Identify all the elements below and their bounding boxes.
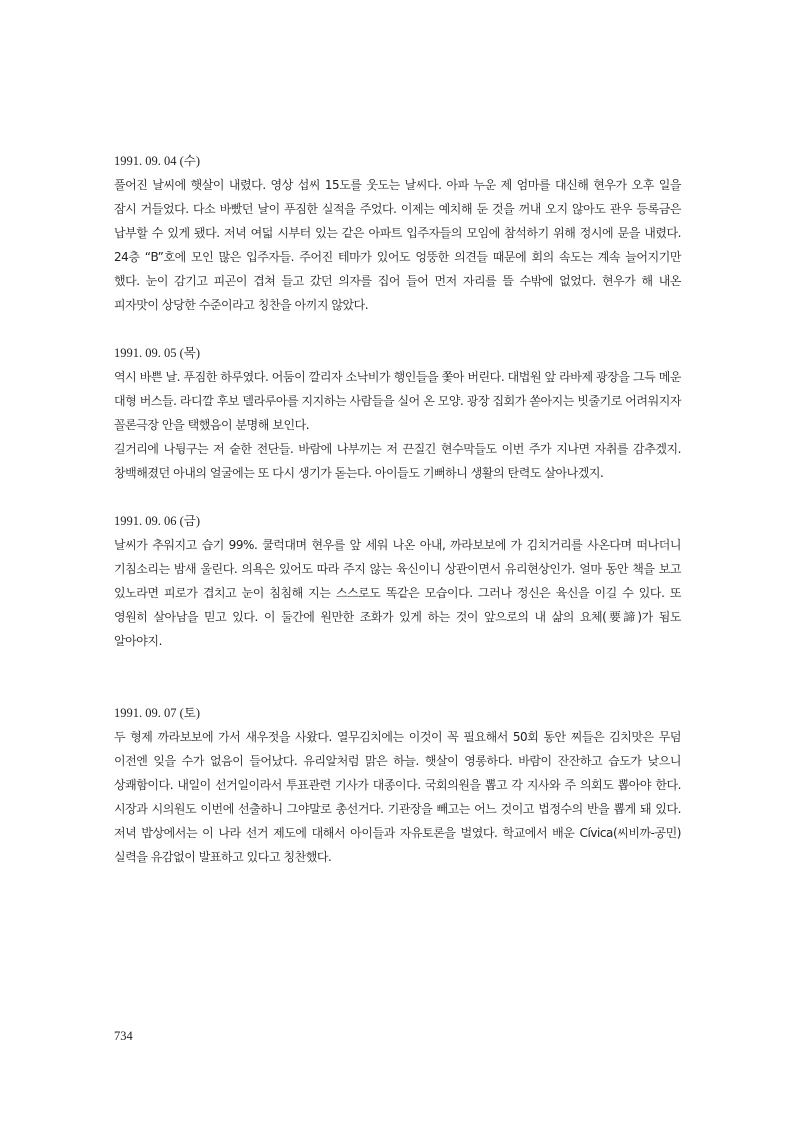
entry-date: 1991. 09. 06 (금) xyxy=(114,514,201,528)
page-number: 734 xyxy=(114,1029,133,1043)
entry-spacer xyxy=(114,653,681,701)
entry-paragraph: 풀어진 날씨에 햇살이 내렸다. 영상 섭씨 15도를 웃도는 날씨다. 아파 누운 제 엄마를 대신해 현우가 오후 일을 잠시 거들었다. 다소 바빴던 날이 푸짐한 실적을 주었다. 이제는 예치해 둔 것을 꺼내 오지 않아도 관우 등록금은 납부할 수 있게 됐다. 저녁 여덟 시부터 있는 같은 아파트 입주자들의 모임에 참석하기 위해 정시에 문을 내렸다. 24층 “B”호에 모인 많은 입주자들. 주어진 테마가 있어도 엉뚱한 의견들 때문에 회의 속도는 계속 늘어지기만 했다. 눈이 감기고 피곤이 겹쳐 들고 갔던 의자를 집어 들어 먼저 자리를 뜰 수밖에 없었다. 현우가 해 내온 피자맛이 상당한 수준이라고 칭찬을 아끼지 않았다. xyxy=(114,178,681,312)
diary-entry-0905 xyxy=(114,341,681,485)
diary-page xyxy=(114,149,681,869)
entry-paragraph: 두 형제 까라보보에 가서 새우젓을 사왔다. 열무김치에는 이것이 꼭 필요해서 50회 동안 찌들은 김치맛은 무덤 이전엔 잊을 수가 없음이 들어났다. 유리알처럼 맑은 하늘. 햇살이 영롱하다. 바람이 잔잔하고 습도가 낮으니 상쾌함이다. 내일이 선거일이라서 투표관련 기사가 대종이다. 국회의원을 뽑고 각 지사와 주 의회도 뽑아야 한다. 시장과 시의원도 이번에 선출하니 그야말로 총선거다. 기관장을 빼고는 어느 것이고 법정수의 반을 뽑게 돼 있다. 저녁 밥상에서는 이 나라 선거 제도에 대해서 아이들과 자유토론을 벌였다. 학교에서 배운 Cívica(씨비까-공민)실력을 유감없이 발표하고 있다고 칭찬했다. xyxy=(114,730,681,864)
entry-date: 1991. 09. 07 (토) xyxy=(114,706,201,720)
entry-paragraph: 날씨가 추워지고 습기 99%. 쿨럭대며 현우를 앞 세워 나온 아내, 까라보보에 가 김치거리를 사온다며 떠나더니 기침소리는 밤새 울린다. 의욕은 있어도 따라 주지 않는 육신이니 상관이면서 유리현상인가. 얼마 동안 책을 보고 있노라면 피로가 겹치고 눈이 침침해 지는 스스로도 똑같은 모습이다. 그러나 정신은 육신을 이길 수 있다. 또 영원히 살아남을 믿고 있다. 이 둘간에 원만한 조화가 있게 하는 것이 앞으로의 내 삶의 요체(要諦)가 됨도 알아야지. xyxy=(114,538,681,648)
entry-date: 1991. 09. 04 (수) xyxy=(114,154,201,168)
entry-paragraph: 역시 바쁜 날. 푸짐한 하루였다. 어둠이 깔리자 소낙비가 행인들을 쫓아 버린다. 대법원 앞 라바제 광장을 그득 메운 대형 버스들. 라디깔 후보 델라루아를 지지하는 사람들을 실어 온 모양. 광장 집회가 쏟아지는 빗줄기로 어려워지자 꼴론극장 안을 택했음이 분명해 보인다. xyxy=(114,370,681,432)
entry-spacer xyxy=(114,317,681,341)
diary-entry-0906 xyxy=(114,509,681,653)
entry-date: 1991. 09. 05 (목) xyxy=(114,346,201,360)
diary-entry-0904 xyxy=(114,149,681,317)
diary-entry-0907 xyxy=(114,701,681,869)
entry-spacer xyxy=(114,485,681,509)
entry-paragraph: 길거리에 나뒹구는 저 숱한 전단들. 바람에 나부끼는 저 끈질긴 현수막들도 이번 주가 지나면 자취를 감추겠지. 창백해졌던 아내의 얼굴에는 또 다시 생기가 돋는다. 아이들도 기뻐하니 생활의 탄력도 살아나겠지. xyxy=(114,442,681,480)
